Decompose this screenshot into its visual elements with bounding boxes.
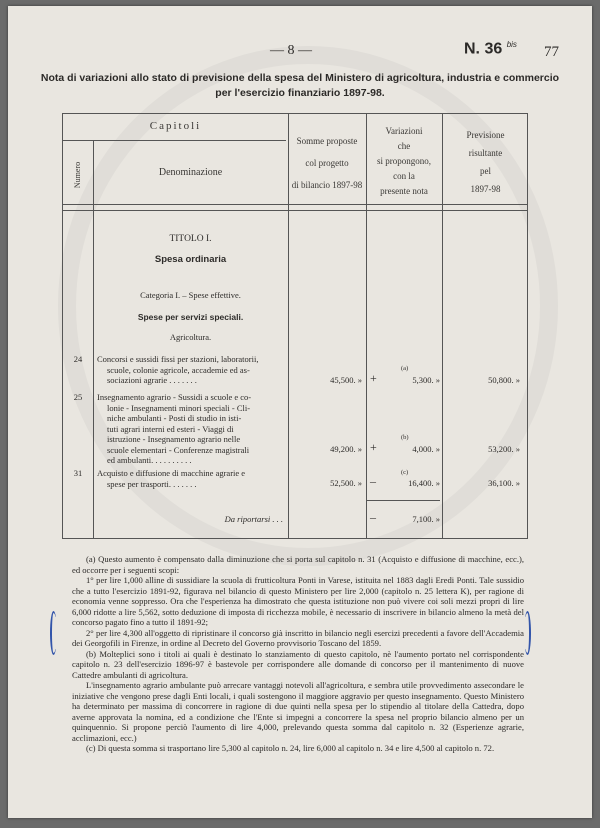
row-25-variazione: 4,000. » [412, 444, 440, 454]
riportarsi-value: 7,100. » [412, 514, 440, 524]
row-31-note: (c) [401, 469, 409, 476]
budget-table [62, 113, 528, 539]
riportarsi-label: Da riportarsi . . . [224, 514, 283, 524]
row-24-previsione: 50,800. » [488, 375, 520, 385]
header-somme: Somme proposte col progetto di bilancio 1897-98 [291, 136, 363, 190]
section-categoria: Categoria I. – Spese effettive. [140, 290, 241, 300]
page-number: — 8 — [270, 43, 312, 58]
section-spese-servizi: Spese per servizi speciali. [137, 312, 244, 322]
row-24-numero: 24 [73, 354, 83, 364]
row-25-previsione: 53,200. » [488, 444, 520, 454]
footnote-a-2: 2° per lire 4,300 all'oggetto di ripristinare il concorso già inscritto in bilancio negli esercizi precedenti a favore dell'Accademia dei Georgofili in Firenze, in ordine al Decreto del Governo provvisorio Toscano del 1859. [72, 627, 524, 648]
row-25-note: (b) [401, 434, 409, 441]
document-page [8, 6, 592, 818]
left-blue-mark [50, 611, 57, 655]
riportarsi-sign: – [370, 510, 376, 524]
right-blue-mark [524, 611, 531, 655]
row-24-text: Concorsi e sussidi fissi per stazioni, laboratorii, scuole, colonie agricole, accademie ed as- sociazioni agrarie . . . . . . . [97, 354, 259, 385]
header-numero: Numero [73, 161, 82, 189]
row-24-note: (a) [401, 365, 409, 372]
row-31-text: Acquisto e diffusione di macchine agrarie e spese per trasporti. . . . . . . [97, 468, 246, 489]
header-denominazione: Denominazione [158, 167, 223, 178]
row-31-variazione: 16,400. » [408, 478, 440, 488]
document-title-line1: Nota di variazioni allo stato di previsione della spesa del Ministero di agricoltura, industria e commercio [40, 72, 560, 84]
row-25-numero: 25 [73, 392, 83, 402]
row-31-sign: – [370, 474, 376, 488]
row-25-text: Insegnamento agrario - Sussidi a scuole e co- lonie - Insegnamenti minori speciali - Cli- niche ambulanti - Posti di studio in isti- tuti agrari interni ed esteri - Viaggi di istruzione - Insegnamento agrario nelle scuole elementari - Conferenze magistrali ed ambulanti. . . . . . . . . . [97, 392, 252, 465]
footnote-b: (b) Molteplici sono i titoli ai quali è destinato lo stanziamento di questo capitolo, nè l'aumento portato nel corrispondente capitolo n. 23 dell'esercizio 1896-97 è bastevole per corrispondere alle domande di concorso per il mantenimento di nuove Cattedre ambulanti di agricoltura. [72, 648, 524, 680]
row-31-previsione: 36,100. » [488, 478, 520, 488]
row-25-somme: 49,200. » [330, 444, 362, 454]
footnote-c: (c) Di questa somma si trasportano lire 5,300 al capitolo n. 24, lire 6,000 al capitolo n. 34 e lire 4,500 al capitolo n. 72. [86, 743, 495, 753]
header-previsione: Previsione risultante pel 1897-98 [466, 130, 505, 194]
header-variazioni: Variazioni che si propongono, con la presente nota [377, 126, 431, 196]
header-capitoli: Capitoli [149, 120, 202, 132]
row-31-somme: 52,500. » [330, 478, 362, 488]
row-24-somme: 45,500. » [330, 375, 362, 385]
section-spesa-ordinaria: Spesa ordinaria [154, 254, 227, 265]
section-titolo: TITOLO I. [169, 234, 212, 244]
footnotes [72, 554, 524, 754]
row-25-sign: + [370, 440, 377, 454]
document-title-line2: per l'esercizio finanziario 1897-98. [215, 87, 385, 99]
footnote-b-2: L'insegnamento agrario ambulante può arrecare vantaggi notevoli all'agricoltura, e sembra utile provvedimento assecondare le iniziative che vengono prese dagli Enti locali, i quali sostengono il maggiore aggravio per questo insegnamento. Questo Ministero ha determinato per massima di concorrere in ragione di due quinti nella spesa per lo stipendio al titolare della Cattedra, dopo averne approvata la nomina, ed a condizione che l'Ente si impegni a concorrere la spesa nel proprio bilancio almeno per un quinquennio. Si propone perciò l'aumento di lire 4,000, prelevando questa somma dal capitolo n. 32 (Esperienze agrarie, acclimazioni, ecc.) [72, 680, 524, 743]
row-24-sign: + [370, 371, 377, 385]
document-number: N. 36 $^{bis}$ [464, 40, 517, 58]
footnote-a: (a) Questo aumento è compensato dalla diminuzione che si porta sul capitolo n. 31 (Acquisto e diffusione di macchine, ecc.), ed occorre per i seguenti scopi: [72, 554, 524, 575]
section-agricoltura: Agricoltura. [169, 332, 212, 342]
corner-number: 77 [544, 44, 559, 60]
row-24-variazione: 5,300. » [412, 375, 440, 385]
row-31-numero: 31 [73, 468, 83, 478]
footnote-a-1: 1° per lire 1,000 alline di sussidiare la scuola di frutticoltura Ponti in Varese, istituita nel 1883 dagli Eredi Ponti. Tale sussidio che a tutto l'esercizio 1891-92, figurava nel bilancio di questo Ministero per lire 2,000 (capitolo n. 25 lettera K), per ragione di economia venne soppresso. Ora che l'esperienza ha dimostrato che questa istituzione non può vivere coi soli mezzi propri di lire 6,000 ridotte a lire 5,562, sotto deduzione di imposta di ricchezza mobile, è necessario di inscrivere in bilancio almeno la metà del concorso pagato fino a tutto il 1891-92; [72, 575, 524, 627]
